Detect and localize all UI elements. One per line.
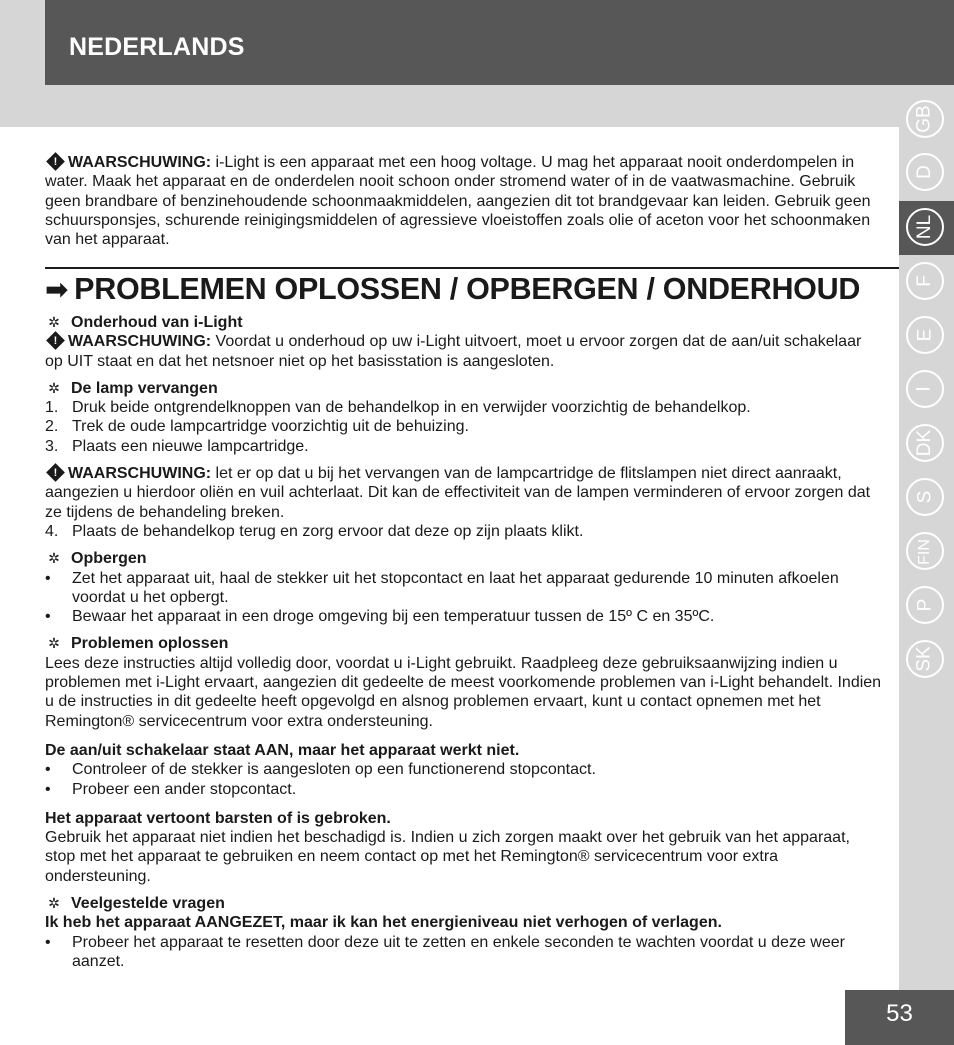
list-number: 2. — [45, 418, 59, 436]
problemen-intro: Lees deze instructies altijd volledig door, voordat u i-Light gebruikt. Raadpleeg deze gebruiksaanwijzing indien u problemen met i-Light ervaart, aangezien dit gedeelte de meest voorkomende problemen van i-Light behandelt. Indien u de instructies in dit gedeelte heeft opgevolgd en alsnog problemen ervaart, kunt u contact opnemen met het Remington® servicecentrum voor extra ondersteuning. — [45, 654, 882, 730]
language-tab-i[interactable] — [906, 370, 944, 408]
language-tab-label: NL — [913, 214, 935, 240]
list-number: 1. — [45, 399, 59, 417]
list-item-text: Plaats de behandelkop terug en zorg ervoor dat deze op zijn plaats klikt. — [72, 522, 584, 540]
intro-warning-block — [45, 153, 883, 249]
main-content — [45, 313, 883, 971]
section-title-text: Veelgestelde vragen — [71, 895, 225, 913]
intro-warning — [45, 153, 883, 249]
section-title-text: Problemen oplossen — [71, 635, 229, 653]
language-tab-label: D — [913, 165, 935, 179]
section-faq-title — [45, 894, 883, 913]
language-tab-label: FIN — [916, 539, 933, 565]
arrow-right-icon: ➡ — [45, 274, 69, 305]
onderhoud-warning — [45, 332, 883, 371]
section-title-text: De lamp vervangen — [71, 379, 218, 397]
list-item — [45, 780, 883, 799]
list-item-text: Controleer of de stekker is aangesloten op een functionerend stopcontact. — [72, 761, 596, 779]
lamp-warning — [45, 464, 883, 522]
language-tab-dk[interactable] — [906, 424, 944, 462]
list-item-text: Probeer het apparaat te resetten door deze uit te zetten en enkele seconden te wachten voordat u deze weer aanzet. — [72, 933, 845, 970]
page-number: 53 — [886, 1000, 913, 1027]
bullet: • — [45, 933, 51, 951]
problem-question: Het apparaat vertoont barsten of is gebroken. — [45, 809, 391, 827]
page-number-box — [845, 990, 954, 1045]
list-number: 4. — [45, 522, 59, 540]
list-item-text: Bewaar het apparaat in een droge omgeving bij een temperatuur tussen de 15º C en 35ºC. — [72, 608, 715, 626]
language-tab-label: E — [914, 328, 935, 342]
list-number: 3. — [45, 437, 59, 455]
list-item-text: Probeer een ander stopcontact. — [72, 780, 297, 798]
language-tab-label: F — [913, 275, 935, 287]
warning-label: WAARSCHUWING: — [68, 154, 212, 171]
list-item — [45, 417, 883, 436]
problem-question: De aan/uit schakelaar staat AAN, maar het apparaat werkt niet. — [45, 741, 520, 759]
language-tab-fin[interactable] — [906, 532, 944, 570]
list-item-text: Druk beide ontgrendelknoppen van de behandelkop in en verwijder voorzichtig de behandelkop. — [72, 399, 751, 417]
lamp-warning-text: let er op dat u bij het vervangen van de lampcartridge de flitslampen niet direct aanraakt, aangezien u hierdoor oliën en vuil achterlaat. Dit kan de effectiviteit van de lampen verminderen of ervoor zorgen dat ze tijdens de behandeling breken. — [45, 465, 871, 521]
list-item — [45, 437, 883, 456]
list-item — [45, 760, 883, 779]
list-item — [45, 398, 883, 417]
list-item — [45, 522, 883, 541]
language-tab-label: GB — [913, 105, 935, 133]
section-onderhoud-title — [45, 313, 883, 332]
bullet: • — [45, 608, 51, 626]
warning-icon — [46, 463, 65, 482]
language-tab-f[interactable] — [906, 262, 944, 300]
sun-icon: ✲ — [48, 379, 60, 396]
section-title-text: Opbergen — [71, 550, 147, 568]
bullet: • — [45, 780, 51, 798]
warning-icon — [46, 331, 65, 350]
list-item — [45, 607, 883, 626]
language-tab-p[interactable] — [906, 586, 944, 624]
onderhoud-warning-text: Voordat u onderhoud op uw i-Light uitvoert, moet u ervoor zorgen dat de aan/uit schakelaar op UIT staat en dat het netsnoer niet op het basisstation is aangesloten. — [45, 333, 862, 370]
sun-icon: ✲ — [48, 550, 60, 567]
warning-label: WAARSCHUWING: — [68, 465, 212, 483]
section-title-text: Onderhoud van i-Light — [71, 314, 243, 331]
header-bar — [45, 0, 954, 85]
problem-answer: Gebruik het apparaat niet indien het beschadigd is. Indien u zich zorgen maakt over het gebruik van het apparaat, stop met het apparaat te gebruiken en neem contact op met het Remington® servicecentrum voor extra ondersteuning. — [45, 829, 850, 885]
section-problemen-title — [45, 634, 883, 653]
sun-icon: ✲ — [48, 314, 60, 330]
language-tab-nl[interactable] — [906, 208, 944, 246]
language-tab-label: DK — [914, 429, 935, 457]
language-tab-gb[interactable] — [906, 100, 944, 138]
list-item-text: Zet het apparaat uit, haal de stekker uit het stopcontact en laat het apparaat gedurende 10 minuten afkoelen voordat u het opbergt. — [72, 569, 839, 606]
bullet: • — [45, 761, 51, 779]
bullet: • — [45, 569, 51, 587]
list-item-text: Plaats een nieuwe lampcartridge. — [72, 437, 309, 455]
language-tab-label: I — [914, 386, 935, 392]
warning-icon — [46, 152, 65, 171]
list-item-text: Trek de oude lampcartridge voorzichtig uit de behuizing. — [72, 418, 469, 436]
list-item — [45, 933, 883, 972]
language-tab-s[interactable] — [906, 478, 944, 516]
intro-warning-text: i-Light is een apparaat met een hoog voltage. U mag het apparaat nooit onderdompelen in water. Maak het apparaat en de onderdelen nooit schoon onder stromend water of in de vaatwasmachine. Gebruik geen brandbare of benzinehoudende schoonmaakmiddelen, aangezien dit tot brandgevaar kan leiden. Gebruik geen schuursponsjes, schurende reinigingsmiddelen of agressieve vloeistoffen zoals olie of aceton voor het schoonmaken van het apparaat. — [45, 154, 871, 249]
main-heading-text: PROBLEMEN OPLOSSEN / OPBERGEN / ONDERHOUD — [74, 272, 861, 306]
language-tab-sk[interactable] — [906, 640, 944, 678]
language-tab-e[interactable] — [906, 316, 944, 354]
language-tab-label: P — [914, 598, 935, 612]
language-tab-d[interactable] — [906, 153, 944, 191]
faq-question: Ik heb het apparaat AANGEZET, maar ik kan het energieniveau niet verhogen of verlagen. — [45, 914, 722, 932]
main-heading — [45, 272, 860, 307]
language-tab-label: S — [914, 490, 935, 504]
warning-label: WAARSCHUWING: — [68, 333, 212, 351]
heading-rule — [45, 267, 899, 269]
language-tab-label: SK — [913, 646, 935, 672]
section-lamp-title — [45, 379, 883, 398]
section-opbergen-title — [45, 549, 883, 568]
page-title: NEDERLANDS — [69, 33, 245, 61]
sun-icon: ✲ — [48, 635, 60, 652]
sun-icon: ✲ — [48, 895, 60, 912]
list-item — [45, 569, 883, 608]
